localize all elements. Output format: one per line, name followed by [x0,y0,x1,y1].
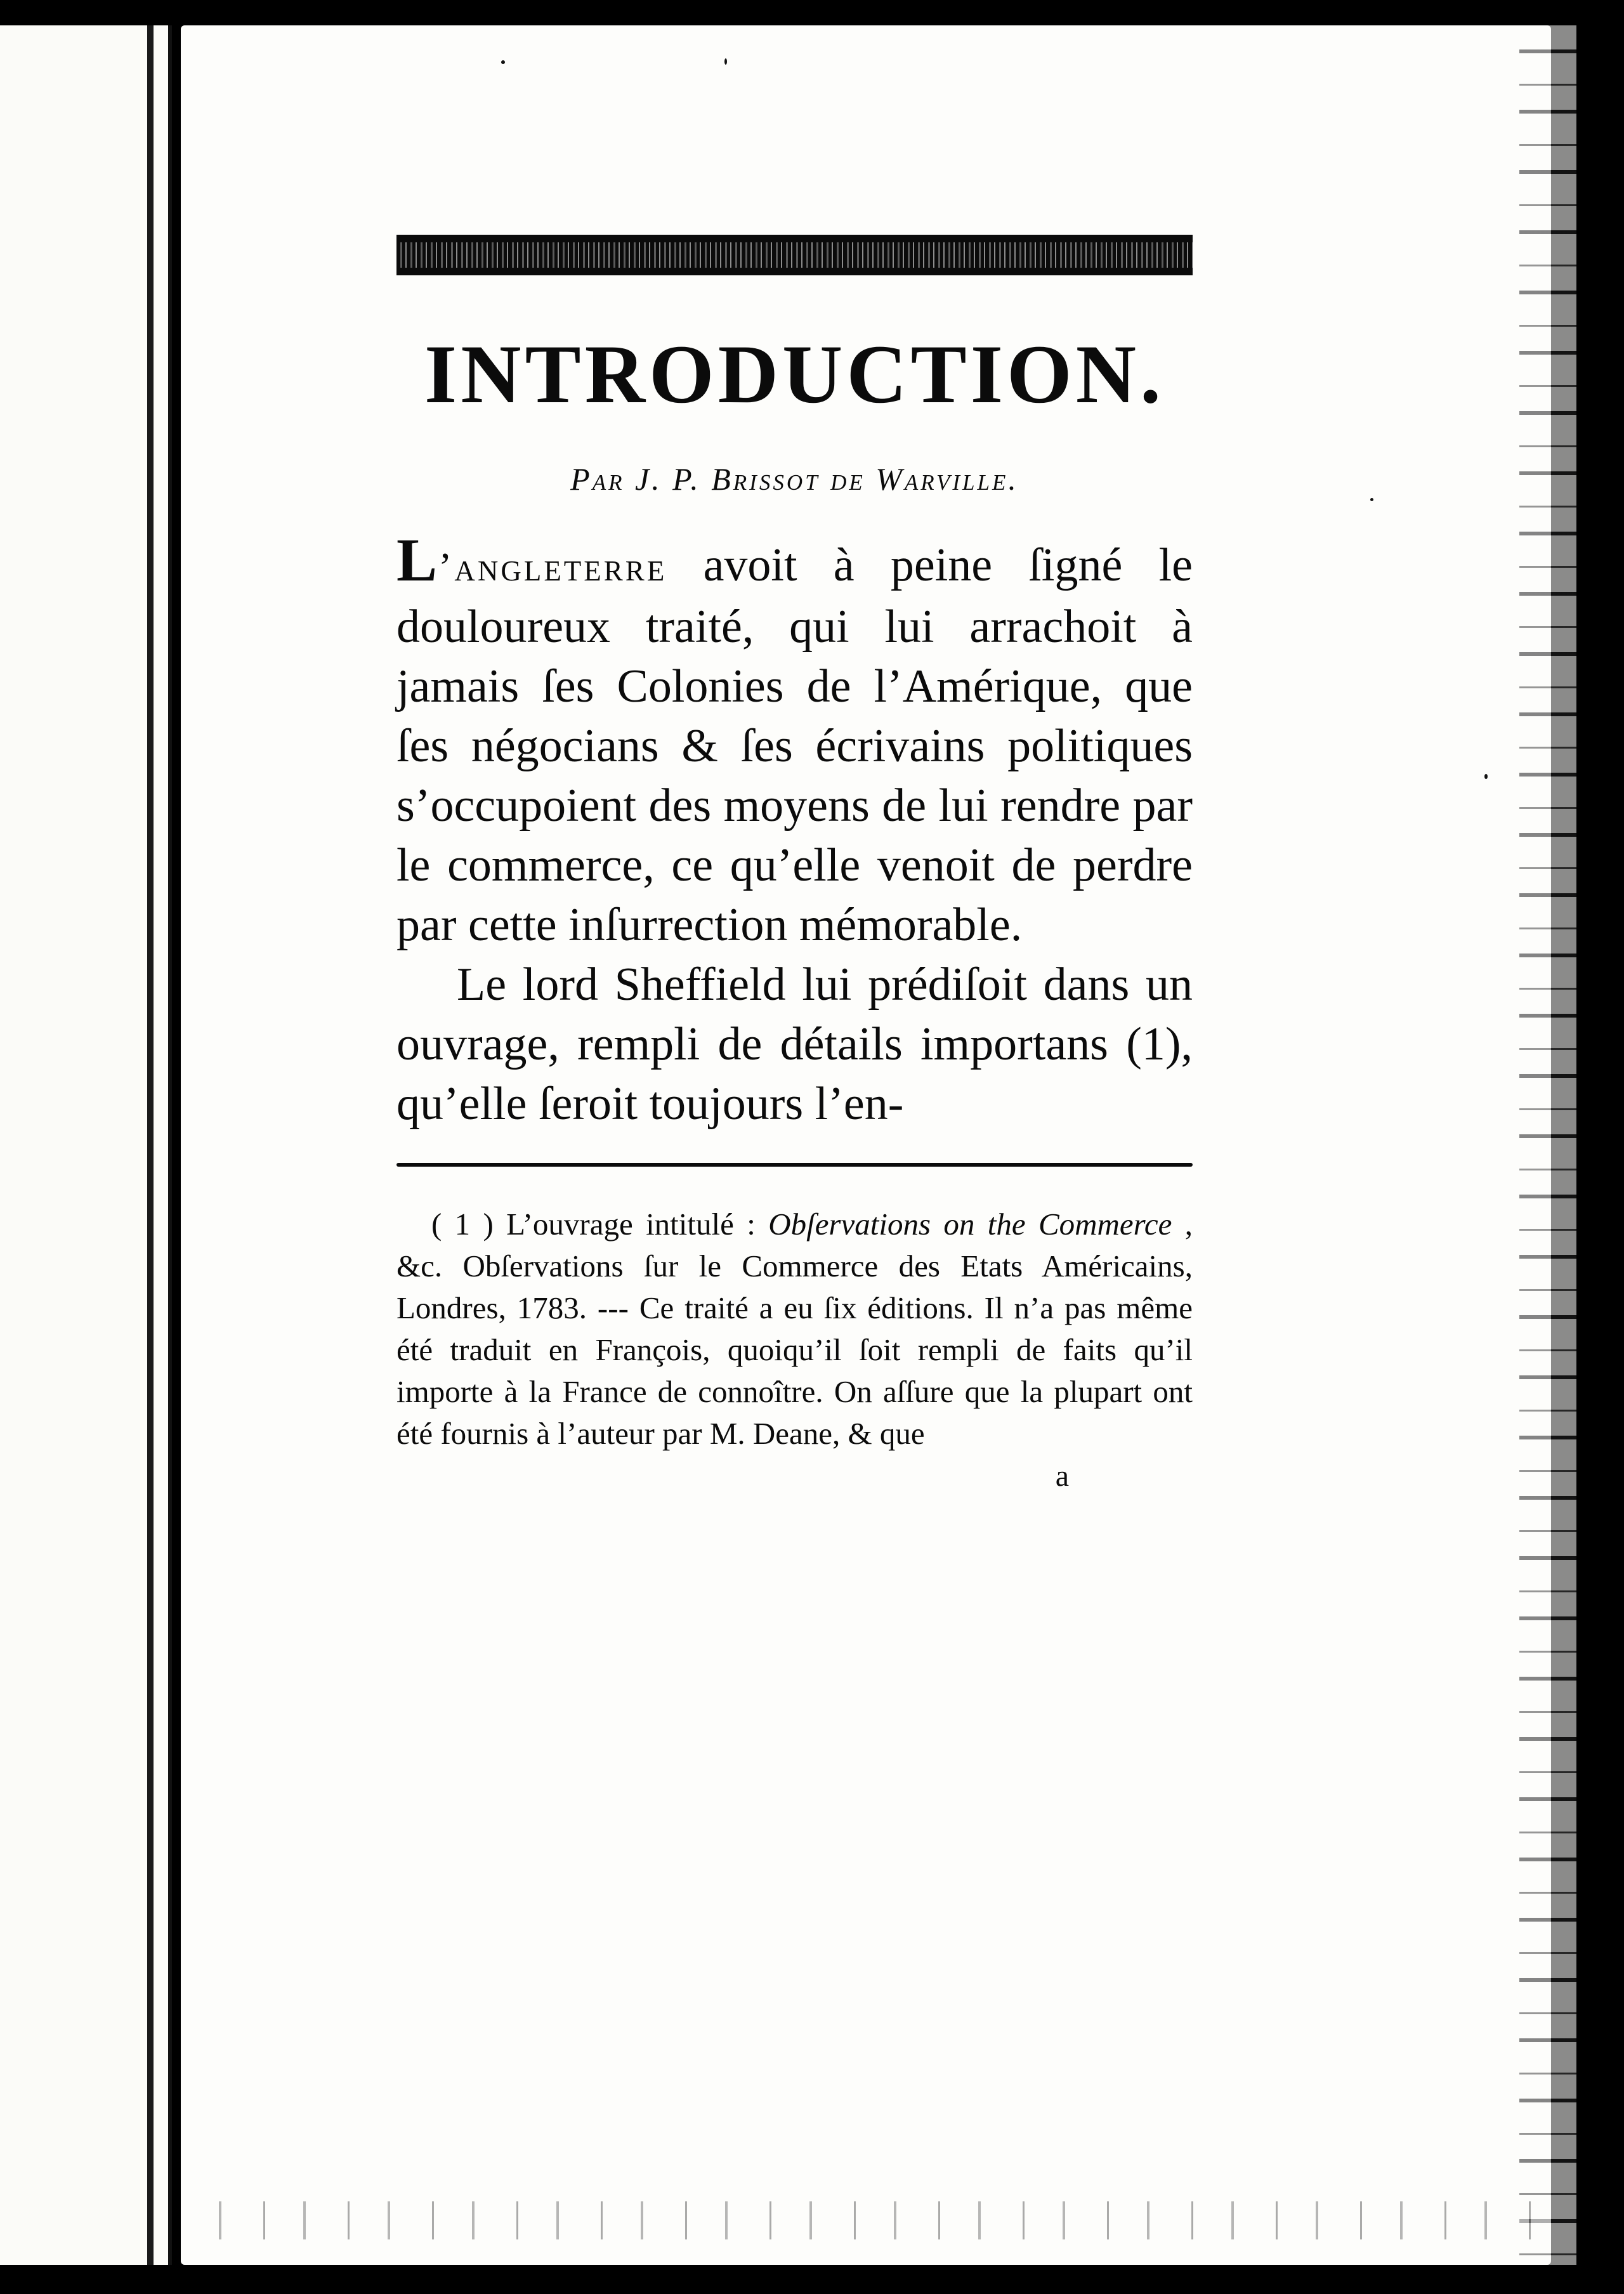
footnote-rule [396,1163,1193,1167]
previous-leaf-edge [0,25,172,2265]
lead-smallcaps: ’angleterre [438,544,667,589]
page-text-block [396,235,1193,1493]
paragraph-1-text: avoit à peine ſigné le douloureux traité, qui lui arrachoit à jamais ſes Colonies de l’Amérique, que ſes négocians & ſes écrivains politiques s’occupoient des moyens de lui rendre par le commerce, ce qu’elle venoit de perdre par cette inſurrection mémorable. [396,539,1193,951]
byline: Par J. P. Brissot de Warville. [570,461,1019,497]
footnote-text-rest: , &c. Obſervations ſur le Commerce des Etats Américains, Londres, 1783. --- Ce traité a eu ſix éditions. Il n’a pas même été traduit en François, quoiqu’il ſoit rempli de faits qu’il importe à la France de connoître. On aſſure que la plupart ont été fournis à l’auteur par M. Deane, & que [396,1207,1193,1451]
paper-speck [724,58,727,65]
paper-speck [1370,498,1373,501]
footnote [396,1203,1193,1455]
footnote-text-start: ( 1 ) L’ouvrage intitulé : [431,1207,769,1242]
page-bottom-edge [181,2201,1551,2239]
paragraph-1 [396,526,1193,955]
page-right-edge [1519,25,1576,2265]
paper-speck [1484,774,1488,779]
footnote-italic-title: Obſervations on the Commerce [768,1207,1172,1242]
drop-cap: L [396,526,438,594]
paragraph-2: Le lord Sheffield lui prédiſoit dans un ouvrage, rempli de détails importans (1), qu’elle ſeroit toujours l’en- [396,959,1193,1130]
catchword: a [1055,1459,1069,1493]
ornament-rule [396,235,1193,275]
paper-speck [501,60,505,64]
body-text [396,526,1193,1134]
page-title: INTRODUCTION. [424,327,1165,421]
binding-gutter [147,25,154,2265]
